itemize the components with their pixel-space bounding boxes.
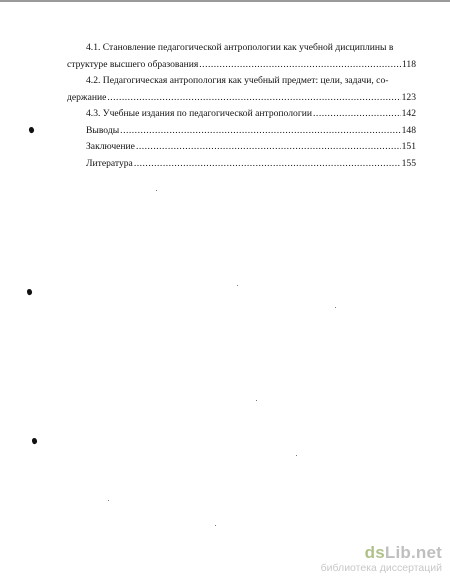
scan-speck (237, 285, 238, 286)
toc-entry-literature-title: Литература (86, 157, 133, 169)
toc-entry-4-2-line-1: 4.2. Педагогическая антропология как учебный предмет: цели, задачи, со- (86, 75, 389, 86)
toc-entry-closing-title: Заключение (86, 141, 135, 152)
toc-entry-4-3-title: 4.3. Учебные издания по педагогической антропологии (86, 108, 313, 119)
scan-speck (156, 190, 157, 191)
watermark-logo-net: .net (410, 543, 442, 562)
dslib-watermark (321, 544, 442, 574)
scan-speck (296, 455, 297, 456)
toc-entry-4-2 (67, 73, 416, 106)
table-of-contents (67, 40, 416, 172)
toc-entry-conclusions-title: Выводы (86, 124, 120, 136)
watermark-logo-ds: ds (364, 543, 385, 562)
binder-hole-mark (31, 437, 38, 444)
dot-leader (134, 156, 401, 173)
dot-leader (120, 123, 400, 140)
binder-hole-mark (26, 288, 33, 295)
dot-leader (136, 139, 401, 156)
binder-hole-mark (28, 126, 35, 133)
toc-entry-4-1-title-end: структуре высшего образования (67, 58, 199, 70)
watermark-logo (321, 544, 442, 562)
toc-entry-conclusions (86, 123, 416, 140)
dot-leader (199, 57, 401, 74)
toc-entry-4-3-page: 142 (401, 108, 416, 119)
dot-leader (107, 90, 400, 107)
watermark-subtitle: библиотека диссертаций (320, 562, 442, 574)
toc-entry-closing-page: 151 (401, 141, 416, 152)
toc-entry-4-1-line-1: 4.1. Становление педагогической антропологии как учебной дисциплины в (86, 42, 394, 53)
toc-entry-4-2-page: 123 (401, 91, 416, 103)
scan-speck (256, 400, 257, 401)
toc-entry-4-2-title-end: держание (67, 91, 107, 103)
toc-entry-closing (86, 139, 416, 156)
toc-entry-4-1 (67, 40, 416, 73)
scan-speck (215, 525, 216, 526)
watermark-logo-lib: Lib (384, 543, 411, 562)
toc-entry-4-2-line-2 (67, 90, 416, 107)
top-scan-edge (0, 0, 450, 2)
toc-entry-4-1-line-2 (67, 57, 416, 74)
toc-entry-literature (86, 156, 416, 173)
toc-entry-4-3 (86, 106, 416, 123)
toc-entry-conclusions-page: 148 (401, 124, 416, 136)
scan-speck (335, 307, 336, 308)
toc-entry-literature-page: 155 (401, 157, 416, 169)
dot-leader (313, 106, 401, 123)
scan-speck (108, 500, 109, 501)
toc-entry-4-1-page: 118 (401, 58, 416, 70)
